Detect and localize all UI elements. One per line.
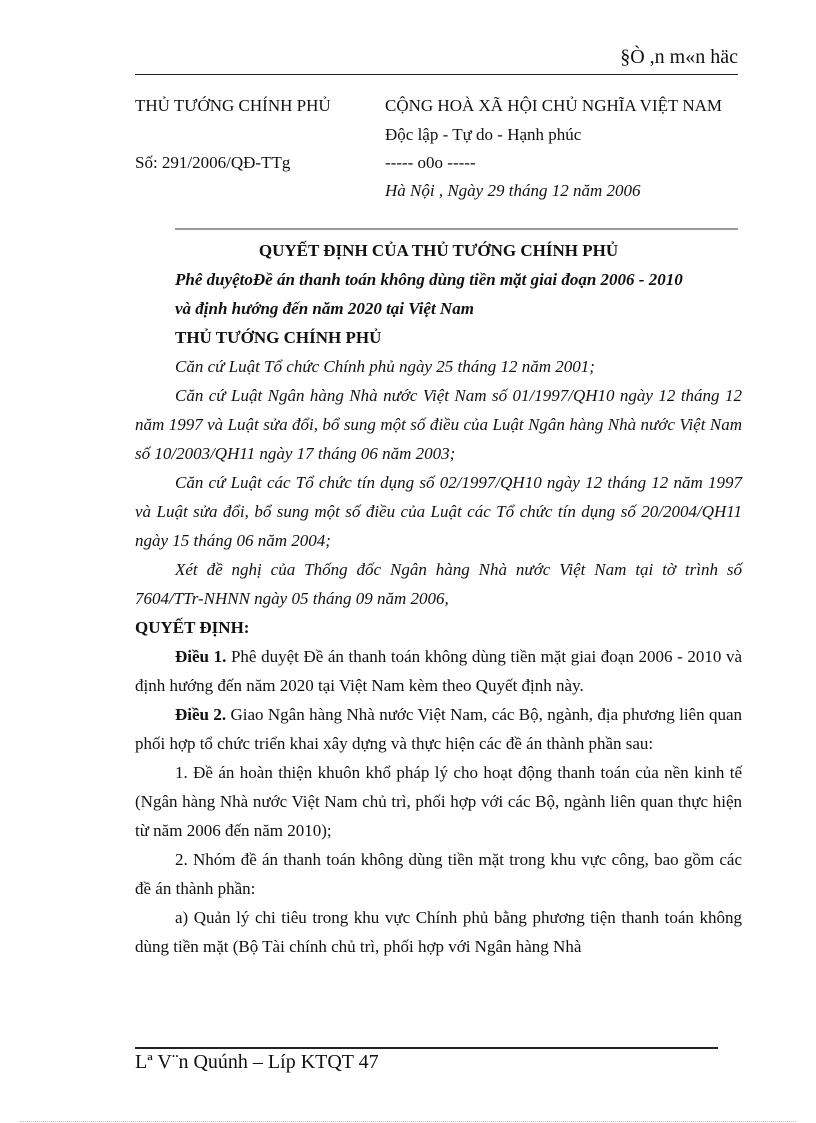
document-number: Số: 291/2006/QĐ-TTg (135, 153, 291, 172)
decision-body (135, 236, 742, 961)
decides-heading: QUYẾT ĐỊNH: (135, 618, 250, 637)
decision-subtitle: Phê duyệtoĐề án thanh toán không dùng tiền mặt giai đoạn 2006 - 2010 (175, 270, 683, 289)
page-bottom-border (20, 1121, 796, 1122)
article-2-item-2: 2. Nhóm đề án thanh toán không dùng tiền mặt trong khu vực công, bao gồm các đề án thành phần: (135, 850, 742, 898)
footer-author: Lª V¨n Quúnh – Líp KTQT 47 (135, 1051, 379, 1073)
motto-divider: ----- o0o ----- (385, 153, 476, 172)
state-motto: Độc lập - Tự do - Hạnh phúc (385, 125, 582, 144)
header-title: §Ò ,n m«n häc (620, 46, 738, 68)
article-2 (135, 700, 742, 758)
decision-title: QUYẾT ĐỊNH CỦA THỦ TƯỚNG CHÍNH PHỦ (258, 241, 619, 260)
authority-heading: THỦ TƯỚNG CHÍNH PHỦ (175, 328, 382, 347)
article-1-text: Phê duyệt Đề án thanh toán không dùng tiền mặt giai đoạn 2006 - 2010 và định hướng đến năm 2020 tại Việt Nam kèm theo Quyết định này. (135, 647, 742, 695)
legal-basis-4: Xét đề nghị của Thống đốc Ngân hàng Nhà nước Việt Nam tại tờ trình số 7604/TTr-NHNN ngày 05 tháng 09 năm 2006, (135, 560, 742, 608)
article-1 (135, 642, 742, 700)
legal-basis-1: Căn cứ Luật Tổ chức Chính phủ ngày 25 tháng 12 năm 2001; (175, 357, 595, 376)
issue-date: Hà Nội , Ngày 29 tháng 12 năm 2006 (385, 181, 641, 200)
article-2-label: Điều 2. (175, 705, 227, 724)
article-2-item-1: 1. Đề án hoàn thiện khuôn khổ pháp lý cho hoạt động thanh toán của nền kinh tế (Ngân hàng Nhà nước Việt Nam chủ trì, phối hợp với các Bộ, ngành liên quan thực hiện từ năm 2006 đến năm 2010); (135, 763, 742, 840)
header-rule (135, 74, 738, 75)
issuing-agency: THỦ TƯỚNG CHÍNH PHỦ (135, 96, 331, 115)
state-name: CỘNG HOÀ XÃ HỘI CHỦ NGHĨA VIỆT NAM (385, 96, 723, 115)
footer-rule (135, 1047, 718, 1049)
legal-basis-3: Căn cứ Luật các Tổ chức tín dụng số 02/1997/QH10 ngày 12 tháng 12 năm 1997 và Luật sửa đổi, bổ sung một số điều của Luật các Tổ chức tín dụng số 20/2004/QH11 ngày 15 tháng 06 năm 2004; (135, 473, 742, 550)
article-2-item-2a: a) Quản lý chi tiêu trong khu vực Chính phủ bằng phương tiện thanh toán không dùng tiền mặt (Bộ Tài chính chủ trì, phối hợp với Ngân hàng Nhà (135, 908, 742, 956)
article-2-text: Giao Ngân hàng Nhà nước Việt Nam, các Bộ, ngành, địa phương liên quan phối hợp tổ chức triển khai xây dựng và thực hiện các đề án thành phần sau: (135, 705, 743, 753)
article-1-label: Điều 1. (175, 647, 227, 666)
separator-rule (175, 228, 738, 230)
legal-basis-2: Căn cứ Luật Ngân hàng Nhà nước Việt Nam số 01/1997/QH10 ngày 12 tháng 12 năm 1997 và Luật sửa đổi, bổ sung một số điều của Luật Ngân hàng Nhà nước Việt Nam số 10/2003/QH11 ngày 17 tháng 06 năm 2003; (135, 386, 742, 463)
decision-subtitle-continued: và định hướng đến năm 2020 tại Việt Nam (175, 299, 474, 318)
